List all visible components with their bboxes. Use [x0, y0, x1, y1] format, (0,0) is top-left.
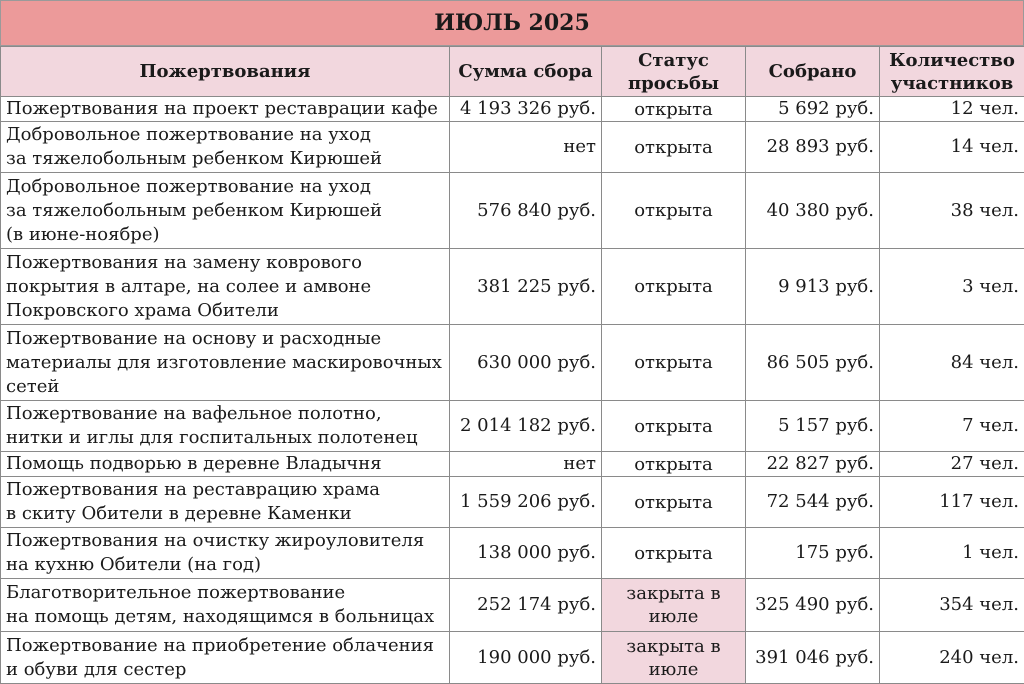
donation-name: Благотворительное пожертвование на помощь детям, находящимся в больницах — [1, 579, 450, 632]
donation-name: Помощь подворью в деревне Владычня — [1, 452, 450, 477]
collected-amount: 391 046 руб. — [746, 632, 880, 684]
donation-name: Добровольное пожертвование на уход за тяжелобольным ребенком Кирюшей — [1, 122, 450, 173]
status: открыта — [602, 173, 746, 249]
donation-name: Пожертвования на проект реставрации кафе — [1, 97, 450, 122]
table-row — [1, 122, 1024, 173]
status: открыта — [602, 401, 746, 452]
table-row — [1, 173, 1024, 249]
table-row — [1, 477, 1024, 528]
participants-count: 7 чел. — [880, 401, 1024, 452]
table-row — [1, 401, 1024, 452]
header-goal: Сумма сбора — [450, 47, 602, 97]
collected-amount: 40 380 руб. — [746, 173, 880, 249]
participants-count: 1 чел. — [880, 528, 1024, 579]
header-row — [1, 47, 1024, 97]
table-title: ИЮЛЬ 2025 — [0, 0, 1024, 46]
status: открыта — [602, 97, 746, 122]
header-status: Статус просьбы — [602, 47, 746, 97]
status: открыта — [602, 122, 746, 173]
participants-count: 84 чел. — [880, 325, 1024, 401]
status: открыта — [602, 528, 746, 579]
table-row — [1, 632, 1024, 684]
collected-amount: 86 505 руб. — [746, 325, 880, 401]
table-row — [1, 579, 1024, 632]
participants-count: 354 чел. — [880, 579, 1024, 632]
collected-amount: 28 893 руб. — [746, 122, 880, 173]
goal-amount: нет — [450, 122, 602, 173]
status-closed: закрыта в июле — [602, 579, 746, 632]
donations-table — [0, 46, 1024, 684]
collected-amount: 325 490 руб. — [746, 579, 880, 632]
participants-count: 27 чел. — [880, 452, 1024, 477]
goal-amount: 630 000 руб. — [450, 325, 602, 401]
goal-amount: нет — [450, 452, 602, 477]
participants-count: 3 чел. — [880, 249, 1024, 325]
participants-count: 38 чел. — [880, 173, 1024, 249]
collected-amount: 5 157 руб. — [746, 401, 880, 452]
participants-count: 117 чел. — [880, 477, 1024, 528]
table-row — [1, 452, 1024, 477]
goal-amount: 190 000 руб. — [450, 632, 602, 684]
collected-amount: 72 544 руб. — [746, 477, 880, 528]
participants-count: 240 чел. — [880, 632, 1024, 684]
status: открыта — [602, 249, 746, 325]
collected-amount: 22 827 руб. — [746, 452, 880, 477]
participants-count: 12 чел. — [880, 97, 1024, 122]
goal-amount: 138 000 руб. — [450, 528, 602, 579]
donation-name: Пожертвование на основу и расходные материалы для изготовление маскировочных сетей — [1, 325, 450, 401]
collected-amount: 5 692 руб. — [746, 97, 880, 122]
status: открыта — [602, 477, 746, 528]
donation-name: Пожертвование на вафельное полотно, нитки и иглы для госпитальных полотенец — [1, 401, 450, 452]
donation-name: Пожертвования на очистку жироуловителя на кухню Обители (на год) — [1, 528, 450, 579]
status-closed: закрыта в июле — [602, 632, 746, 684]
donation-name: Пожертвования на реставрацию храма в скиту Обители в деревне Каменки — [1, 477, 450, 528]
donation-name: Пожертвования на замену коврового покрытия в алтаре, на солее и амвоне Покровского храма Обители — [1, 249, 450, 325]
status: открыта — [602, 452, 746, 477]
donation-name: Добровольное пожертвование на уход за тяжелобольным ребенком Кирюшей (в июне-ноябре) — [1, 173, 450, 249]
header-collected: Собрано — [746, 47, 880, 97]
goal-amount: 576 840 руб. — [450, 173, 602, 249]
participants-count: 14 чел. — [880, 122, 1024, 173]
goal-amount: 4 193 326 руб. — [450, 97, 602, 122]
goal-amount: 381 225 руб. — [450, 249, 602, 325]
collected-amount: 9 913 руб. — [746, 249, 880, 325]
table-row — [1, 528, 1024, 579]
table-row — [1, 97, 1024, 122]
collected-amount: 175 руб. — [746, 528, 880, 579]
donation-name: Пожертвование на приобретение облачения и обуви для сестер — [1, 632, 450, 684]
table-row — [1, 325, 1024, 401]
goal-amount: 2 014 182 руб. — [450, 401, 602, 452]
header-participants: Количество участников — [880, 47, 1024, 97]
header-donations: Пожертвования — [1, 47, 450, 97]
table-row — [1, 249, 1024, 325]
status: открыта — [602, 325, 746, 401]
goal-amount: 252 174 руб. — [450, 579, 602, 632]
goal-amount: 1 559 206 руб. — [450, 477, 602, 528]
